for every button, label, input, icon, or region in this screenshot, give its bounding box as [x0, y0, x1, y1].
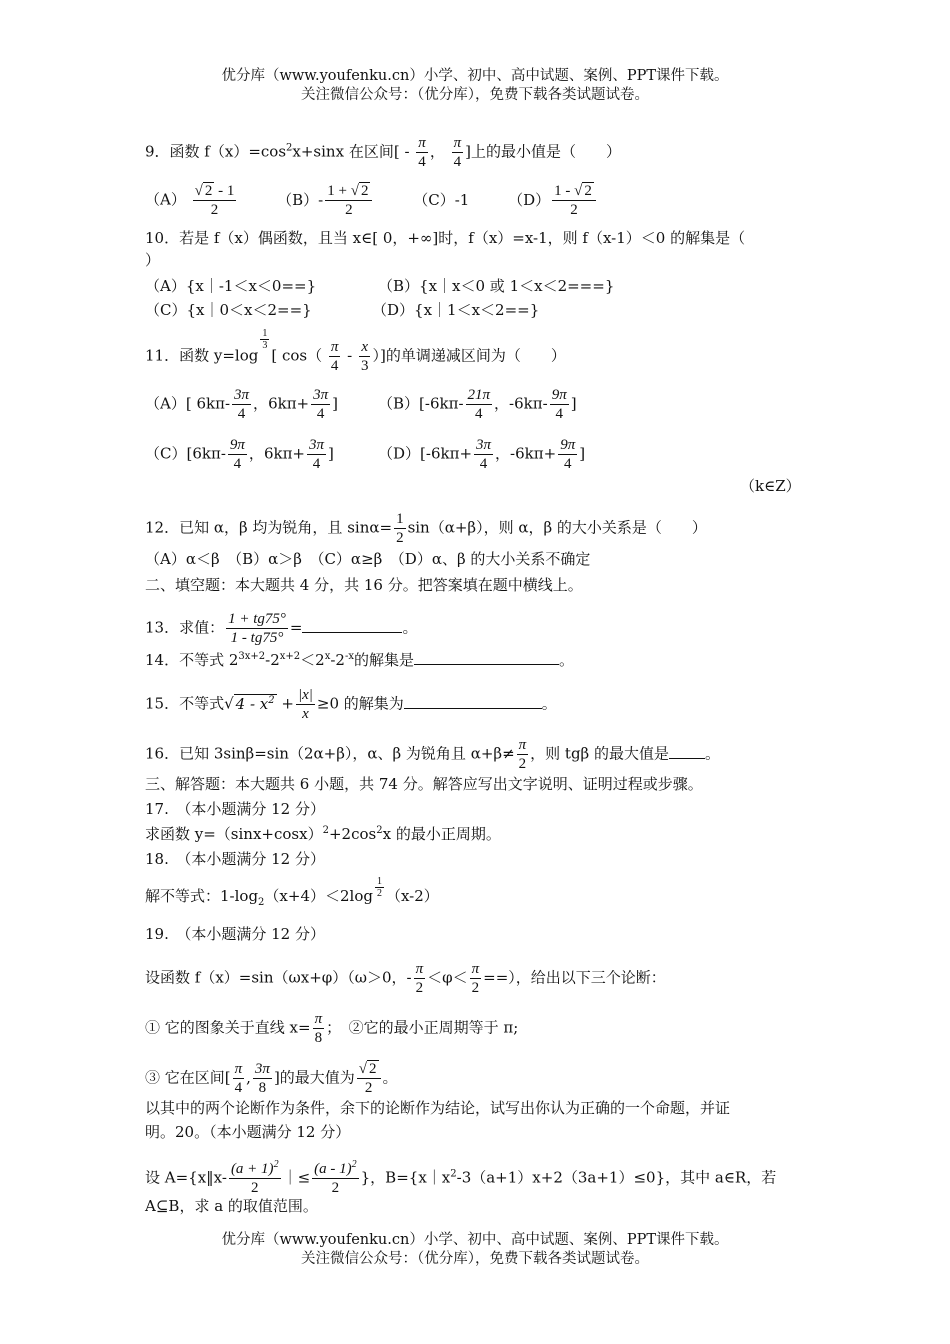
question-19-statement-1-2: ① 它的图象关于直线 x= $\frac{\pi}{8}$ ； ②它的最小正周期等于 π; — [145, 1011, 519, 1046]
choice-a-fraction: $\frac{√ 2 - 1}{2}$ — [194, 183, 235, 218]
question-10-stem: 10．若是 f（x）偶函数，且当 x∈[ 0，+∞]时，f（x）=x-1，则 f（x-1）＜0 的解集是（ — [145, 229, 746, 247]
question-9-stem: 9．函数 $f(x)=\cos^2x+\sin x$ 在区间[ - $\frac{\pi}{4}$ ， $\frac{\pi}{4}$ ]上的最小值是（ ） — [145, 135, 621, 170]
answer-blank-14[interactable] — [414, 650, 559, 665]
watermark-header-line1: 优分库（www.youfenku.cn）小学、初中、高中试题、案例、PPT课件下载。 — [221, 68, 729, 84]
watermark-footer-line2: 关注微信公众号：（优分库），免费下载各类试题试卷。 — [301, 1251, 649, 1267]
question-10-choice-a: （A）{x｜-1＜x＜0==} — [145, 277, 317, 295]
watermark-footer-line1: 优分库（www.youfenku.cn）小学、初中、高中试题、案例、PPT课件下载。 — [221, 1232, 729, 1248]
question-20-stem: 设 A={x‖x- $\frac{(a + 1)^2}{2}$ ｜≤ $\frac{(a - 1)^2}{2}$ }，$B=\{x|x^2-3(a+1)x+2(3a+1)\le 0\}$，其中 a∈R，若 — [145, 1159, 777, 1196]
question-11-choice-a: （A）[ 6kπ- $\frac{3\pi}{4}$ ，6kπ+ $\frac{3\pi}{4}$ ] — [145, 387, 338, 422]
section-2-heading: 二、填空题：本大题共 4 分，共 16 分。把答案填在题中横线上。 — [145, 576, 583, 594]
answer-blank-16[interactable] — [669, 744, 705, 759]
question-19-statement-3: ③ 它在区间[ $\frac{\pi}{4}$ , $\frac{3\pi}{8}$ ]的最大值为 $\frac{√ 2}{2}$ 。 — [145, 1061, 398, 1096]
question-10-stem-end: ） — [145, 251, 161, 269]
question-17-body: 求函数 $y=(\sin x+\cos x)^2+2\cos^2x$ 的最小正周期。 — [145, 825, 501, 843]
question-19-conclusion-line1: 以其中的两个论断作为条件，余下的论断作为结论，试写出你认为正确的一个命题，并证 — [145, 1099, 731, 1117]
question-11-choice-d: （D）[-6kπ+ $\frac{3\pi}{4}$ ，-6kπ+ $\frac{9\pi}{4}$ ] — [378, 437, 586, 472]
question-18-body: 解不等式：$1-\log_2(x+4)<2\log$ $\frac{1}{2}$ （x-2） — [145, 876, 439, 908]
answer-blank-13[interactable] — [302, 618, 402, 633]
choice-b-fraction: $\frac{1 + √ 2}{2}$ — [325, 182, 372, 219]
question-12-choices: （A）α＜β （B）α＞β （C）α≥β （D）α、β 的大小关系不确定 — [145, 550, 591, 568]
question-18-heading: 18. （本小题满分 12 分） — [145, 850, 325, 868]
question-14: 14．不等式 $2^{3x+2}-2^{x+2}<2^x-2^{-x}$的解集是 。 — [145, 651, 575, 669]
choice-d-fraction: $\frac{1 - √ 2}{2}$ — [552, 182, 596, 219]
question-19-conclusion-line2: 明。20。（本小题满分 12 分） — [145, 1123, 351, 1141]
watermark-header-line2: 关注微信公众号：（优分库），免费下载各类试题试卷。 — [301, 87, 649, 103]
question-15: 15．不等式√ $4 - x^2$ + $\frac{|x|}{x}$ ≥0 的解集为 。 — [145, 687, 557, 722]
question-19-heading: 19. （本小题满分 12 分） — [145, 925, 325, 943]
question-11-choice-c: （C）[6kπ- $\frac{9\pi}{4}$ ，6kπ+ $\frac{3\pi}{4}$ ] — [145, 437, 334, 472]
question-11-choice-b: （B）[-6kπ- $\frac{21\pi}{4}$ ，-6kπ- $\frac{9\pi}{4}$ ] — [378, 387, 577, 422]
log-base-half: $\frac{1}{3}$ — [262, 328, 268, 351]
question-9-choices: （A） $\frac{√ 2 - 1}{2}$ （B）- $\frac{1 + √ 2}{2}$ （C）-1 （D） $\frac{1 - √ 2}{2}$ — [145, 182, 598, 219]
fraction-pi-over-4: $\frac{\pi}{4}$ — [418, 135, 426, 170]
question-12-stem: 12．已知 α，β 均为锐角，且 sinα= $\frac{1}{2}$ sin（α+β），则 α，β 的大小关系是（ ） — [145, 511, 707, 546]
question-16: 16．已知 3sinβ=sin（2α+β），α、β 为锐角且 α+β≠ $\frac{\pi}{2}$ ，则 tgβ 的最大值是 。 — [145, 737, 721, 772]
question-13: 13．求值： $\frac{1 + tg75^\circ}{1 - tg75^\circ}$ = 。 — [145, 611, 418, 646]
question-20-stem-end: A⊆B，求 a 的取值范围。 — [145, 1197, 318, 1215]
answer-blank-15[interactable] — [404, 694, 542, 709]
question-17-heading: 17. （本小题满分 12 分） — [145, 800, 325, 818]
question-19-stem: 设函数 f（x）=sin（ωx+φ）（ω＞0，- $\frac{\pi}{2}$ ＜φ＜ $\frac{\pi}{2}$ ==），给出以下三个论断： — [145, 961, 666, 996]
question-11-k-in-z: （k∈Z） — [740, 477, 801, 495]
fraction-pi-over-4: $\frac{\pi}{4}$ — [453, 135, 462, 170]
question-11-stem: 11．函数 y=log $\frac{1}{3}$ [ cos（ $\frac{\pi}{4}$ - $\frac{x}{3}$ ）]的单调递减区间为（ ） — [145, 328, 566, 374]
section-3-heading: 三、解答题：本大题共 6 小题，共 74 分。解答应写出文字说明、证明过程或步骤。 — [145, 775, 703, 793]
question-10-choice-d: （D）{x｜1＜x＜2==} — [372, 301, 540, 319]
question-10-choice-c: （C）{x｜0＜x＜2==} — [145, 301, 312, 319]
question-10-choice-b: （B）{x｜x＜0 或 1＜x＜2===} — [378, 277, 615, 295]
